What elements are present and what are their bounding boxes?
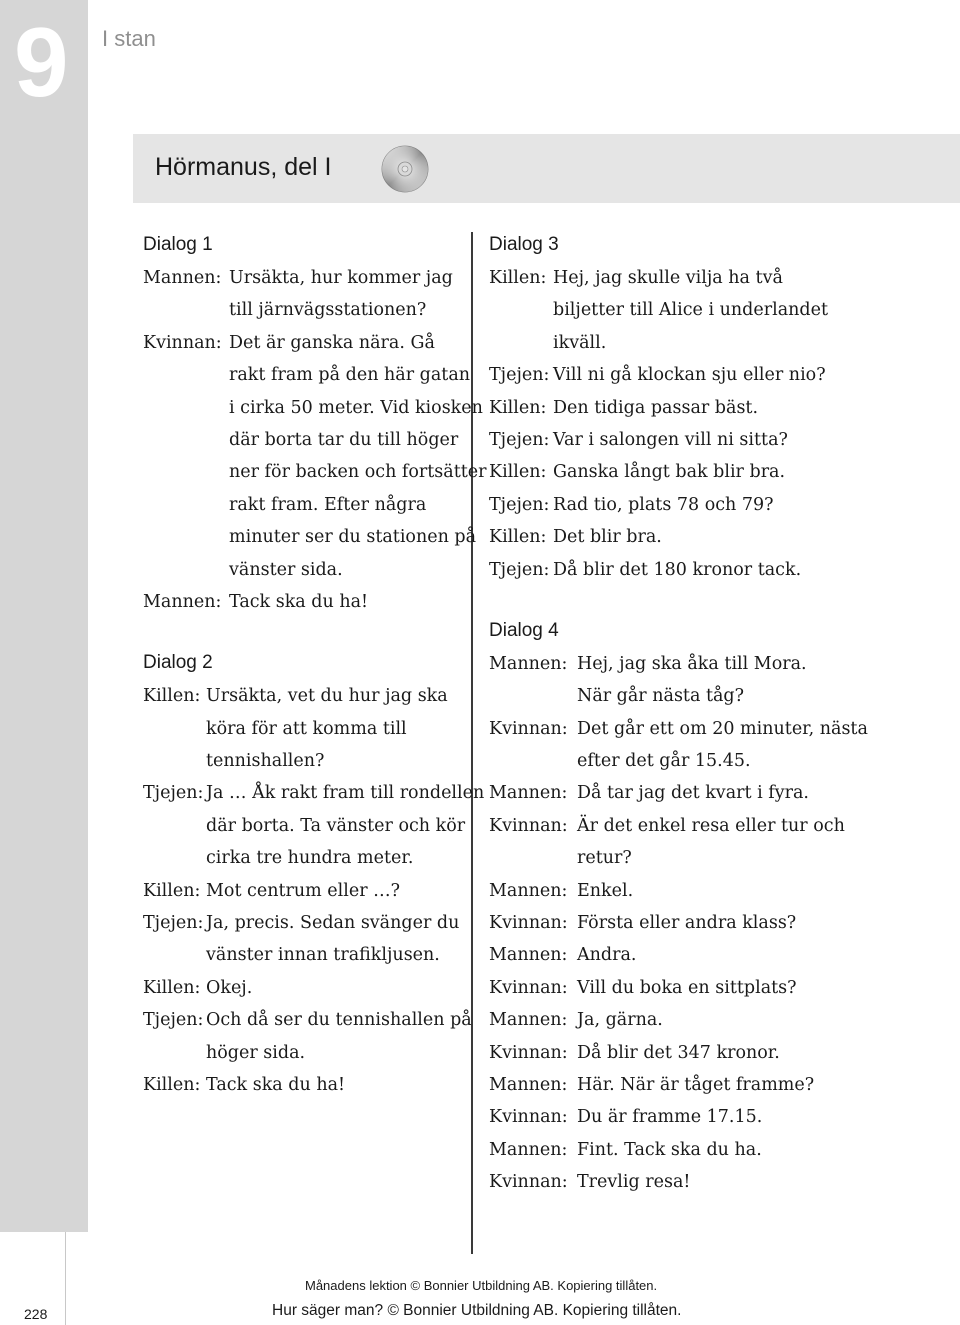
line-text: Vill du boka en sittplats? — [577, 977, 797, 998]
line-text: Mot centrum eller …? — [206, 880, 401, 901]
speaker: Kvinnan: — [489, 977, 568, 998]
dialog-title: Dialog 2 — [143, 652, 213, 674]
dialog-title: Dialog 1 — [143, 234, 213, 255]
speaker: Mannen: — [143, 268, 222, 288]
speaker: Mannen: — [489, 1074, 568, 1095]
speaker: Mannen: — [489, 945, 568, 966]
line-text: Är det enkel resa eller tur och — [577, 815, 845, 836]
dialog-line — [489, 713, 949, 745]
dialog-line — [143, 972, 473, 1004]
dialog-title: Dialog 3 — [489, 234, 559, 255]
chapter-title: I stan — [102, 26, 156, 51]
speaker — [143, 359, 229, 391]
speaker: Tjejen: — [489, 559, 550, 580]
dialog-line — [143, 359, 473, 391]
line-text: minuter ser du stationen på — [229, 527, 477, 548]
speaker: Killen: — [143, 880, 201, 901]
dialog-line — [143, 842, 473, 874]
dialog-line — [489, 392, 949, 424]
line-text: Då blir det 180 kronor tack. — [553, 559, 802, 580]
dialog-line — [143, 554, 473, 586]
chapter-sidebar — [0, 0, 88, 1232]
speaker: Killen: — [489, 397, 547, 418]
speaker — [143, 424, 229, 456]
dialog-line — [143, 424, 473, 456]
dialog-line — [489, 745, 949, 777]
dialog-line — [143, 1004, 473, 1036]
dialog-line — [143, 777, 485, 809]
dialog-line — [143, 456, 487, 488]
line-text: Vill ni gå klockan sju eller nio? — [553, 365, 826, 386]
line-text: Ursäkta, vet du hur jag ska — [206, 686, 448, 707]
book-credit: Hur säger man? © Bonnier Utbildning AB. Kopiering tillåten. — [272, 1302, 682, 1319]
speaker: Killen: — [143, 1074, 201, 1095]
line-text: Andra. — [577, 945, 637, 966]
speaker — [143, 810, 206, 842]
dialog-line — [489, 521, 949, 553]
dialog-line — [143, 939, 473, 971]
dialog-line — [143, 1069, 473, 1101]
line-text: rakt fram på den här gatan — [229, 365, 471, 386]
line-text: Tack ska du ha! — [206, 1074, 346, 1095]
line-text: Här. När är tåget framme? — [577, 1074, 815, 1095]
dialog-2-lines — [143, 680, 485, 1101]
speaker: Kvinnan: — [489, 815, 568, 836]
speaker: Tjejen: — [489, 365, 550, 386]
dialog-line — [143, 745, 473, 777]
dialog-line — [143, 294, 473, 326]
line-text: rakt fram. Efter några — [229, 494, 427, 515]
speaker: Mannen: — [489, 880, 568, 901]
dialog-line — [143, 810, 473, 842]
speaker: Kvinnan: — [489, 718, 568, 739]
speaker — [143, 745, 206, 777]
dialog-line — [143, 521, 477, 553]
dialog-line — [489, 456, 949, 488]
line-text: ner för backen och fortsätter — [229, 462, 487, 483]
line-text: ikväll. — [553, 332, 607, 353]
line-text: Då tar jag det kvart i fyra. — [577, 783, 809, 804]
line-text: Okej. — [206, 977, 253, 998]
dialog-line — [489, 907, 949, 939]
section-header — [133, 134, 960, 203]
dialog-line — [489, 554, 949, 586]
dialog-line — [489, 359, 949, 391]
dialog-4-lines — [489, 648, 949, 1199]
dialog-line — [489, 972, 949, 1004]
line-text: Ja, gärna. — [577, 1010, 663, 1031]
speaker: Mannen: — [489, 1139, 568, 1160]
speaker: Tjejen: — [143, 913, 204, 934]
line-text: Var i salongen vill ni sitta? — [553, 429, 788, 450]
speaker — [143, 554, 229, 586]
speaker: Tjejen: — [489, 429, 550, 450]
dialog-line — [489, 680, 949, 712]
line-text: i cirka 50 meter. Vid kiosken — [229, 397, 483, 418]
line-text: När går nästa tåg? — [577, 686, 745, 707]
left-column — [143, 228, 487, 1101]
dialog-1-lines — [143, 262, 487, 618]
line-text: vänster innan trafikljusen. — [206, 945, 440, 966]
dialog-line — [143, 586, 473, 618]
dialog-line — [489, 294, 949, 326]
dialog-line — [143, 907, 473, 939]
speaker: Kvinnan: — [143, 332, 222, 353]
line-text: Ja, precis. Sedan svänger du — [206, 913, 460, 934]
dialog-line — [143, 713, 473, 745]
speaker — [143, 713, 206, 745]
dialog-line — [143, 392, 483, 424]
line-text: där borta. Ta vänster och kör — [206, 815, 466, 836]
speaker: Mannen: — [489, 783, 568, 804]
line-text: vänster sida. — [229, 559, 343, 580]
dialog-line — [489, 842, 949, 874]
line-text: Ursäkta, hur kommer jag — [229, 268, 453, 288]
speaker: Mannen: — [143, 591, 222, 612]
speaker: Killen: — [143, 977, 201, 998]
speaker — [143, 842, 206, 874]
dialog-line — [143, 875, 473, 907]
dialog-line — [489, 262, 949, 294]
section-title: Hörmanus, del I — [155, 153, 332, 181]
speaker — [489, 327, 553, 359]
line-text: Det blir bra. — [553, 527, 662, 548]
line-text: Fint. Tack ska du ha. — [577, 1139, 762, 1160]
dialog-line — [489, 648, 949, 680]
line-text: Tack ska du ha! — [229, 591, 369, 612]
dialog-line — [489, 875, 949, 907]
speaker: Killen: — [489, 527, 547, 548]
line-text: där borta tar du till höger — [229, 429, 459, 450]
line-text: Hej, jag skulle vilja ha två — [553, 268, 783, 288]
line-text: Det är ganska nära. Gå — [229, 332, 435, 353]
dialog-line — [489, 489, 949, 521]
line-text: efter det går 15.45. — [577, 751, 751, 772]
dialog-line — [143, 489, 473, 521]
dialog-line — [489, 1004, 949, 1036]
dialog-line — [489, 424, 949, 456]
speaker: Tjejen: — [143, 783, 204, 804]
speaker: Tjejen: — [143, 1010, 204, 1031]
dialog-line — [489, 777, 949, 809]
line-text: köra för att komma till — [206, 718, 407, 739]
dialog-line — [143, 262, 473, 294]
right-column — [489, 228, 949, 1199]
line-text: Den tidiga passar bäst. — [553, 397, 759, 418]
dialog-line — [489, 939, 949, 971]
speaker — [143, 521, 229, 553]
line-text: Hej, jag ska åka till Mora. — [577, 653, 807, 674]
speaker — [489, 745, 577, 777]
speaker: Mannen: — [489, 653, 568, 674]
page-number: 228 — [24, 1306, 48, 1322]
line-text: cirka tre hundra meter. — [206, 848, 414, 869]
line-text: Enkel. — [577, 880, 634, 901]
dialog-line — [489, 1134, 949, 1166]
chapter-number: 9 — [14, 7, 65, 117]
line-text: Trevlig resa! — [577, 1172, 691, 1193]
lesson-credit: Månadens lektion © Bonnier Utbildning AB. Kopiering tillåten. — [305, 1278, 658, 1293]
dialog-line — [489, 1166, 949, 1198]
line-text: Du är framme 17.15. — [577, 1107, 763, 1128]
dialog-line — [489, 1069, 949, 1101]
page-number-divider — [65, 1232, 66, 1325]
dialog-line — [489, 810, 949, 842]
line-text: Det går ett om 20 minuter, nästa — [577, 718, 868, 739]
line-text: Ja … Åk rakt fram till rondellen — [206, 783, 485, 804]
speaker: Mannen: — [489, 1010, 568, 1031]
speaker — [143, 392, 229, 424]
dialog-title: Dialog 4 — [489, 619, 559, 641]
speaker — [143, 939, 206, 971]
line-text: retur? — [577, 848, 632, 869]
speaker: Killen: — [489, 462, 547, 483]
line-text: Ganska långt bak blir bra. — [553, 462, 786, 483]
speaker: Kvinnan: — [489, 1172, 568, 1193]
line-text: Och då ser du tennishallen på — [206, 1010, 472, 1031]
line-text: Första eller andra klass? — [577, 913, 797, 934]
line-text: till järnvägsstationen? — [229, 300, 427, 321]
line-text: biljetter till Alice i underlandet — [553, 300, 828, 321]
dialog-line — [143, 1037, 473, 1069]
dialog-line — [489, 327, 949, 359]
speaker: Kvinnan: — [489, 913, 568, 934]
speaker — [143, 294, 229, 326]
speaker — [489, 294, 553, 326]
dialog-line — [489, 1037, 949, 1069]
speaker — [143, 456, 229, 488]
speaker — [489, 680, 577, 712]
dialog-line — [143, 327, 473, 359]
speaker: Kvinnan: — [489, 1042, 568, 1063]
line-text: tennishallen? — [206, 751, 325, 772]
cd-icon — [381, 145, 429, 193]
speaker — [143, 489, 229, 521]
speaker: Killen: — [143, 686, 201, 707]
speaker — [143, 1037, 206, 1069]
line-text: höger sida. — [206, 1042, 306, 1063]
line-text: Rad tio, plats 78 och 79? — [553, 494, 774, 515]
speaker: Killen: — [489, 268, 547, 288]
speaker — [489, 842, 577, 874]
dialog-line — [489, 1101, 949, 1133]
dialog-line — [143, 680, 473, 712]
speaker: Kvinnan: — [489, 1107, 568, 1128]
speaker: Tjejen: — [489, 494, 550, 515]
dialog-3-lines — [489, 262, 949, 586]
line-text: Då blir det 347 kronor. — [577, 1042, 780, 1063]
